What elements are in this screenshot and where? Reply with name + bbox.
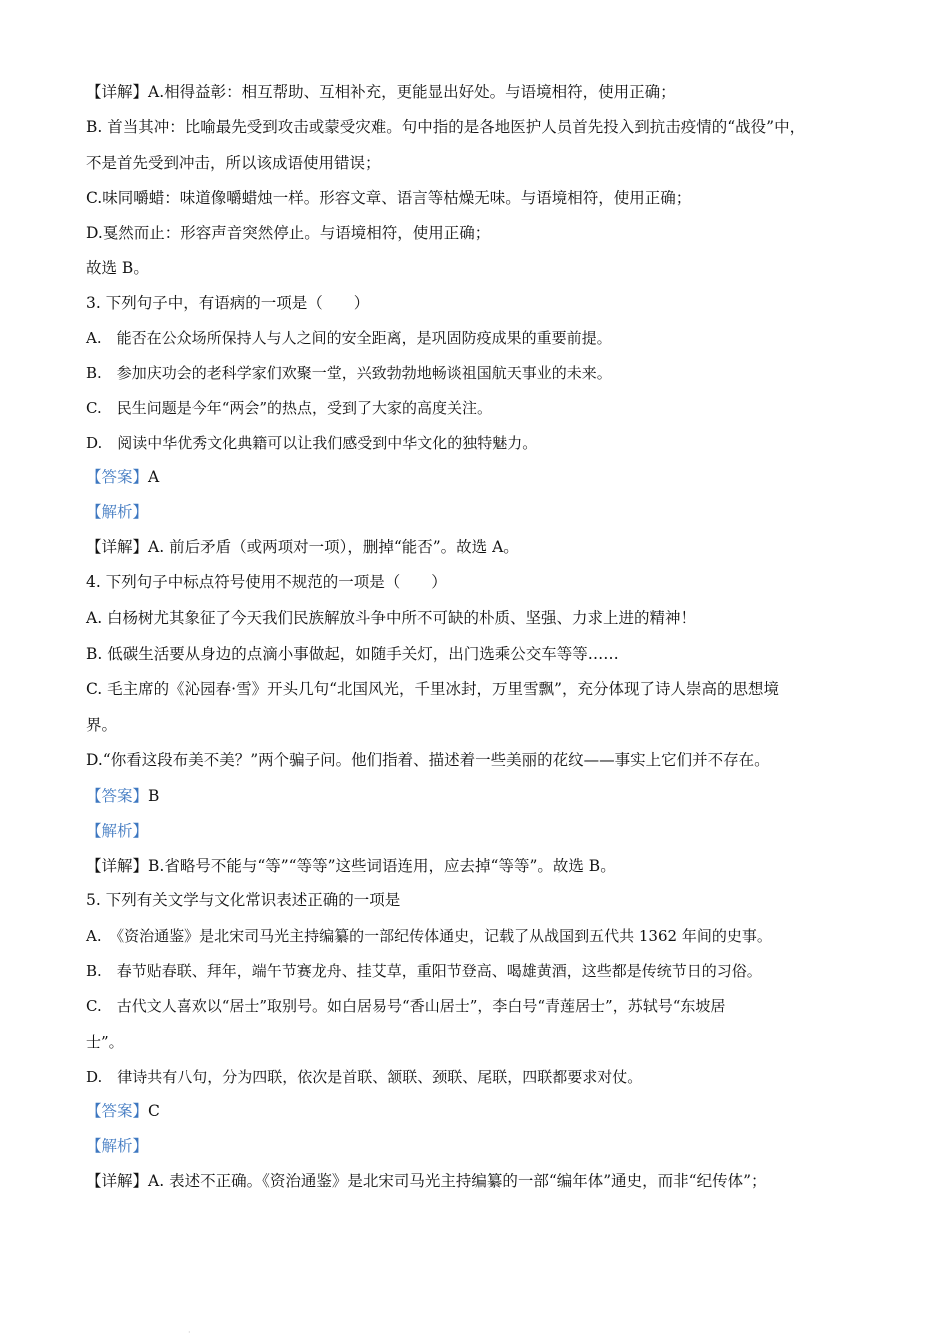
- text-line: 【详解】A.相得益彰：相互帮助、互相补充，更能显出好处。与语境相符，使用正确；: [86, 83, 676, 101]
- option-line: D. 律诗共有八句，分为四联，依次是首联、颔联、颈联、尾联，四联都要求对仗。: [86, 1068, 643, 1086]
- option-line: A. 白杨树尤其象征了今天我们民族解放斗争中所不可缺的朴质、坚强、力求上进的精神！: [86, 609, 697, 627]
- analysis-tag: 【解析】: [86, 1137, 149, 1155]
- option-line: 界。: [86, 716, 118, 734]
- option-line: 士”。: [86, 1033, 124, 1051]
- option-line: D.“你看这段布美不美？”两个骗子问。他们指着、描述着一些美丽的花纹——事实上它们并不存在。: [86, 751, 770, 769]
- detail-line: 【详解】B.省略号不能与“等”“等等”这些词语连用，应去掉“等等”。故选 B。: [86, 857, 616, 875]
- answer-tag: 【答案】: [86, 1102, 149, 1120]
- detail-tag: 【详解】: [86, 538, 149, 556]
- option-line: C. 古代文人喜欢以“居士”取别号。如白居易号“香山居士”，李白号“青莲居士”，苏轼号“东坡居: [86, 997, 726, 1015]
- option-line: A. 《资治通鉴》是北宋司马光主持编纂的一部纪传体通史，记载了从战国到五代共 1362 年间的史事。: [86, 927, 772, 945]
- text-line: D.戛然而止：形容声音突然停止。与语境相符，使用正确；: [86, 224, 491, 242]
- option-line: A. 能否在公众场所保持人与人之间的安全距离，是巩固防疫成果的重要前提。: [86, 329, 612, 347]
- option-line: B. 参加庆功会的老科学家们欢聚一堂，兴致勃勃地畅谈祖国航天事业的未来。: [86, 364, 612, 382]
- analysis-tag: 【解析】: [86, 503, 149, 521]
- option-line: B. 春节贴春联、拜年，端午节赛龙舟、挂艾草，重阳节登高、喝雄黄酒，这些都是传统节日的习俗。: [86, 962, 762, 980]
- answer-line: 【答案】A: [86, 468, 160, 486]
- option-line: B. 低碳生活要从身边的点滴小事做起，如随手关灯，出门选乘公交车等等……: [86, 645, 619, 663]
- section-tag: 【详解】: [86, 83, 149, 101]
- analysis-line: [86, 1134, 886, 1158]
- analysis-tag: 【解析】: [86, 822, 149, 840]
- question-stem: 3. 下列句子中，有语病的一项是（ ）: [86, 294, 370, 312]
- option-line: D. 阅读中华优秀文化典籍可以让我们感受到中华文化的独特魅力。: [86, 434, 538, 452]
- detail-tag: 【详解】: [86, 1172, 149, 1190]
- analysis-line: [86, 819, 886, 843]
- text-line: C.味同嚼蜡：味道像嚼蜡烛一样。形容文章、语言等枯燥无味。与语境相符，使用正确；: [86, 189, 692, 207]
- answer-tag: 【答案】: [86, 787, 149, 805]
- question-stem: 5. 下列有关文学与文化常识表述正确的一项是: [86, 891, 401, 909]
- analysis-line: [86, 500, 886, 524]
- detail-tag: 【详解】: [86, 857, 149, 875]
- option-line: C. 民生问题是今年“两会”的热点，受到了大家的高度关注。: [86, 399, 493, 417]
- question-stem: 4. 下列句子中标点符号使用不规范的一项是（ ）: [86, 573, 447, 591]
- text-line: 不是首先受到冲击，所以该成语使用错误；: [86, 154, 381, 172]
- answer-tag: 【答案】: [86, 468, 149, 486]
- detail-line: 【详解】A. 前后矛盾（或两项对一项），删掉“能否”。故选 A。: [86, 538, 519, 556]
- detail-line: 【详解】A. 表述不正确。《资治通鉴》是北宋司马光主持编纂的一部“编年体”通史，而非“纪传体”；: [86, 1172, 767, 1190]
- footer-mark: ·: [188, 1328, 191, 1337]
- answer-line: 【答案】B: [86, 787, 160, 805]
- option-line: C. 毛主席的《沁园春·雪》开头几句“北国风光，千里冰封，万里雪飘”，充分体现了诗人崇高的思想境: [86, 680, 779, 698]
- answer-line: 【答案】C: [86, 1102, 160, 1120]
- text-line: 故选 B。: [86, 259, 149, 277]
- text-line: B. 首当其冲：比喻最先受到攻击或蒙受灾难。句中指的是各地医护人员首先投入到抗击疫情的“战役”中，: [86, 118, 806, 136]
